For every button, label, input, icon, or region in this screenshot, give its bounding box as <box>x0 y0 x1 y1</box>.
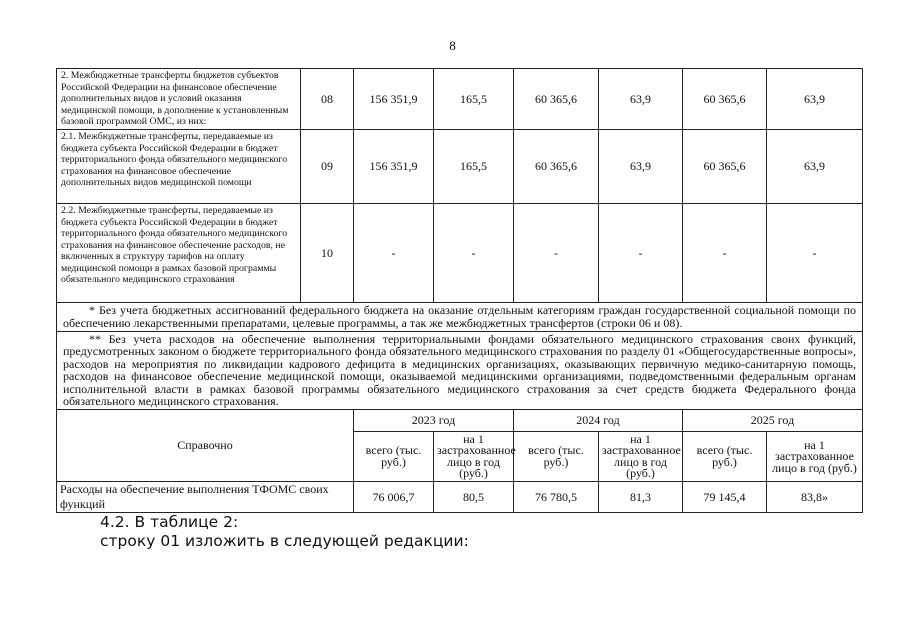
cell-2023-per: 165,5 <box>434 69 514 130</box>
cell-2023-per: 165,5 <box>434 130 514 204</box>
cell-2023-total: 156 351,9 <box>354 69 434 130</box>
row-label: 2.2. Межбюджетные трансферты, передаваемые из бюджета субъекта Российской Федерации в бюджет территориального фонда обязательного медицинского страхования на финансовое обеспечение расходов, не включенных в структуру тарифов на оплату медицинской помощи в рамках базовой программы обязательного медицинского страхования <box>57 204 301 303</box>
footnote-row <box>57 332 863 410</box>
cell-2023-total: - <box>354 204 434 303</box>
cell-2025-total: 60 365,6 <box>683 69 767 130</box>
cell-value: 83,8» <box>767 482 863 513</box>
reference-row-label: Расходы на обеспечение выполнения ТФОМС своих функций <box>57 482 354 513</box>
cell-value: 76 006,7 <box>354 482 434 513</box>
cell-2023-total: 156 351,9 <box>354 130 434 204</box>
instruction-text: строку 01 изложить в следующей редакции: <box>100 532 469 550</box>
cell-2025-per: 63,9 <box>767 69 863 130</box>
footnote-row <box>57 303 863 332</box>
cell-2024-total: 60 365,6 <box>514 69 599 130</box>
cell-2024-per: 63,9 <box>599 130 683 204</box>
page-number: 8 <box>449 38 456 53</box>
reference-title: Справочно <box>57 410 354 482</box>
cell-value: 80,5 <box>434 482 514 513</box>
col-per-header: на 1 застрахованное лицо в год (руб.) <box>599 432 683 482</box>
cell-2025-total: 60 365,6 <box>683 130 767 204</box>
section-heading: 4.2. В таблице 2: <box>100 513 239 531</box>
row-code: 09 <box>301 130 354 204</box>
col-total-header: всего (тыс. руб.) <box>354 432 434 482</box>
table-row <box>57 130 863 204</box>
footnote-double-star: ** Без учета расходов на обеспечение выполнения территориальными фондами обязательного медицинского страхования своих функций, предусмотренных законом о бюджете территориального фонда обязательного медицинского страхования по разделу 01 «Общегосударственные вопросы», расходов на мероприятия по ликвидации кадрового дефицита в медицинских организациях, оказывающих первичную медико-санитарную помощь, расходов на финансовое обеспечение медицинской помощи, оказываемой медицинскими организациями, подведомственными федеральным органам исполнительной власти в рамках базовой программы обязательного медицинского страхования за счет средств бюджета Федерального фонда обязательного медицинского страхования. <box>57 332 863 410</box>
col-total-header: всего (тыс. руб.) <box>514 432 599 482</box>
table-row <box>57 69 863 130</box>
reference-row <box>57 482 863 513</box>
col-per-header: на 1 застрахованное лицо в год (руб.) <box>434 432 514 482</box>
reference-header-row <box>57 410 863 432</box>
row-label: 2.1. Межбюджетные трансферты, передаваемые из бюджета субъекта Российской Федерации в бюджет территориального фонда обязательного медицинского страхования на финансовое обеспечение дополнительных видов медицинской помощи <box>57 130 301 204</box>
cell-2024-total: - <box>514 204 599 303</box>
row-label: 2. Межбюджетные трансферты бюджетов субъектов Российской Федерации на финансовое обеспечение дополнительных видов и условий оказания медицинской помощи, в дополнение к установленным базовой программой ОМС, из них: <box>57 69 301 130</box>
cell-value: 81,3 <box>599 482 683 513</box>
cell-2025-per: - <box>767 204 863 303</box>
cell-2024-per: 63,9 <box>599 69 683 130</box>
cell-2025-total: - <box>683 204 767 303</box>
row-code: 10 <box>301 204 354 303</box>
cell-2025-per: 63,9 <box>767 130 863 204</box>
col-total-header: всего (тыс. руб.) <box>683 432 767 482</box>
col-per-header: на 1 застрахованное лицо в год (руб.) <box>767 432 863 482</box>
cell-value: 76 780,5 <box>514 482 599 513</box>
budget-table <box>56 68 863 513</box>
cell-2024-per: - <box>599 204 683 303</box>
year-header: 2024 год <box>514 410 683 432</box>
year-header: 2023 год <box>354 410 514 432</box>
row-code: 08 <box>301 69 354 130</box>
table-row <box>57 204 863 303</box>
cell-2023-per: - <box>434 204 514 303</box>
year-header: 2025 год <box>683 410 863 432</box>
footnote-single-star: * Без учета бюджетных ассигнований федерального бюджета на оказание отдельным категориям граждан государственной социальной помощи по обеспечению лекарственными препаратами, целевые программы, а так же межбюджетных трансфертов (строки 06 и 08). <box>57 303 863 332</box>
cell-2024-total: 60 365,6 <box>514 130 599 204</box>
cell-value: 79 145,4 <box>683 482 767 513</box>
